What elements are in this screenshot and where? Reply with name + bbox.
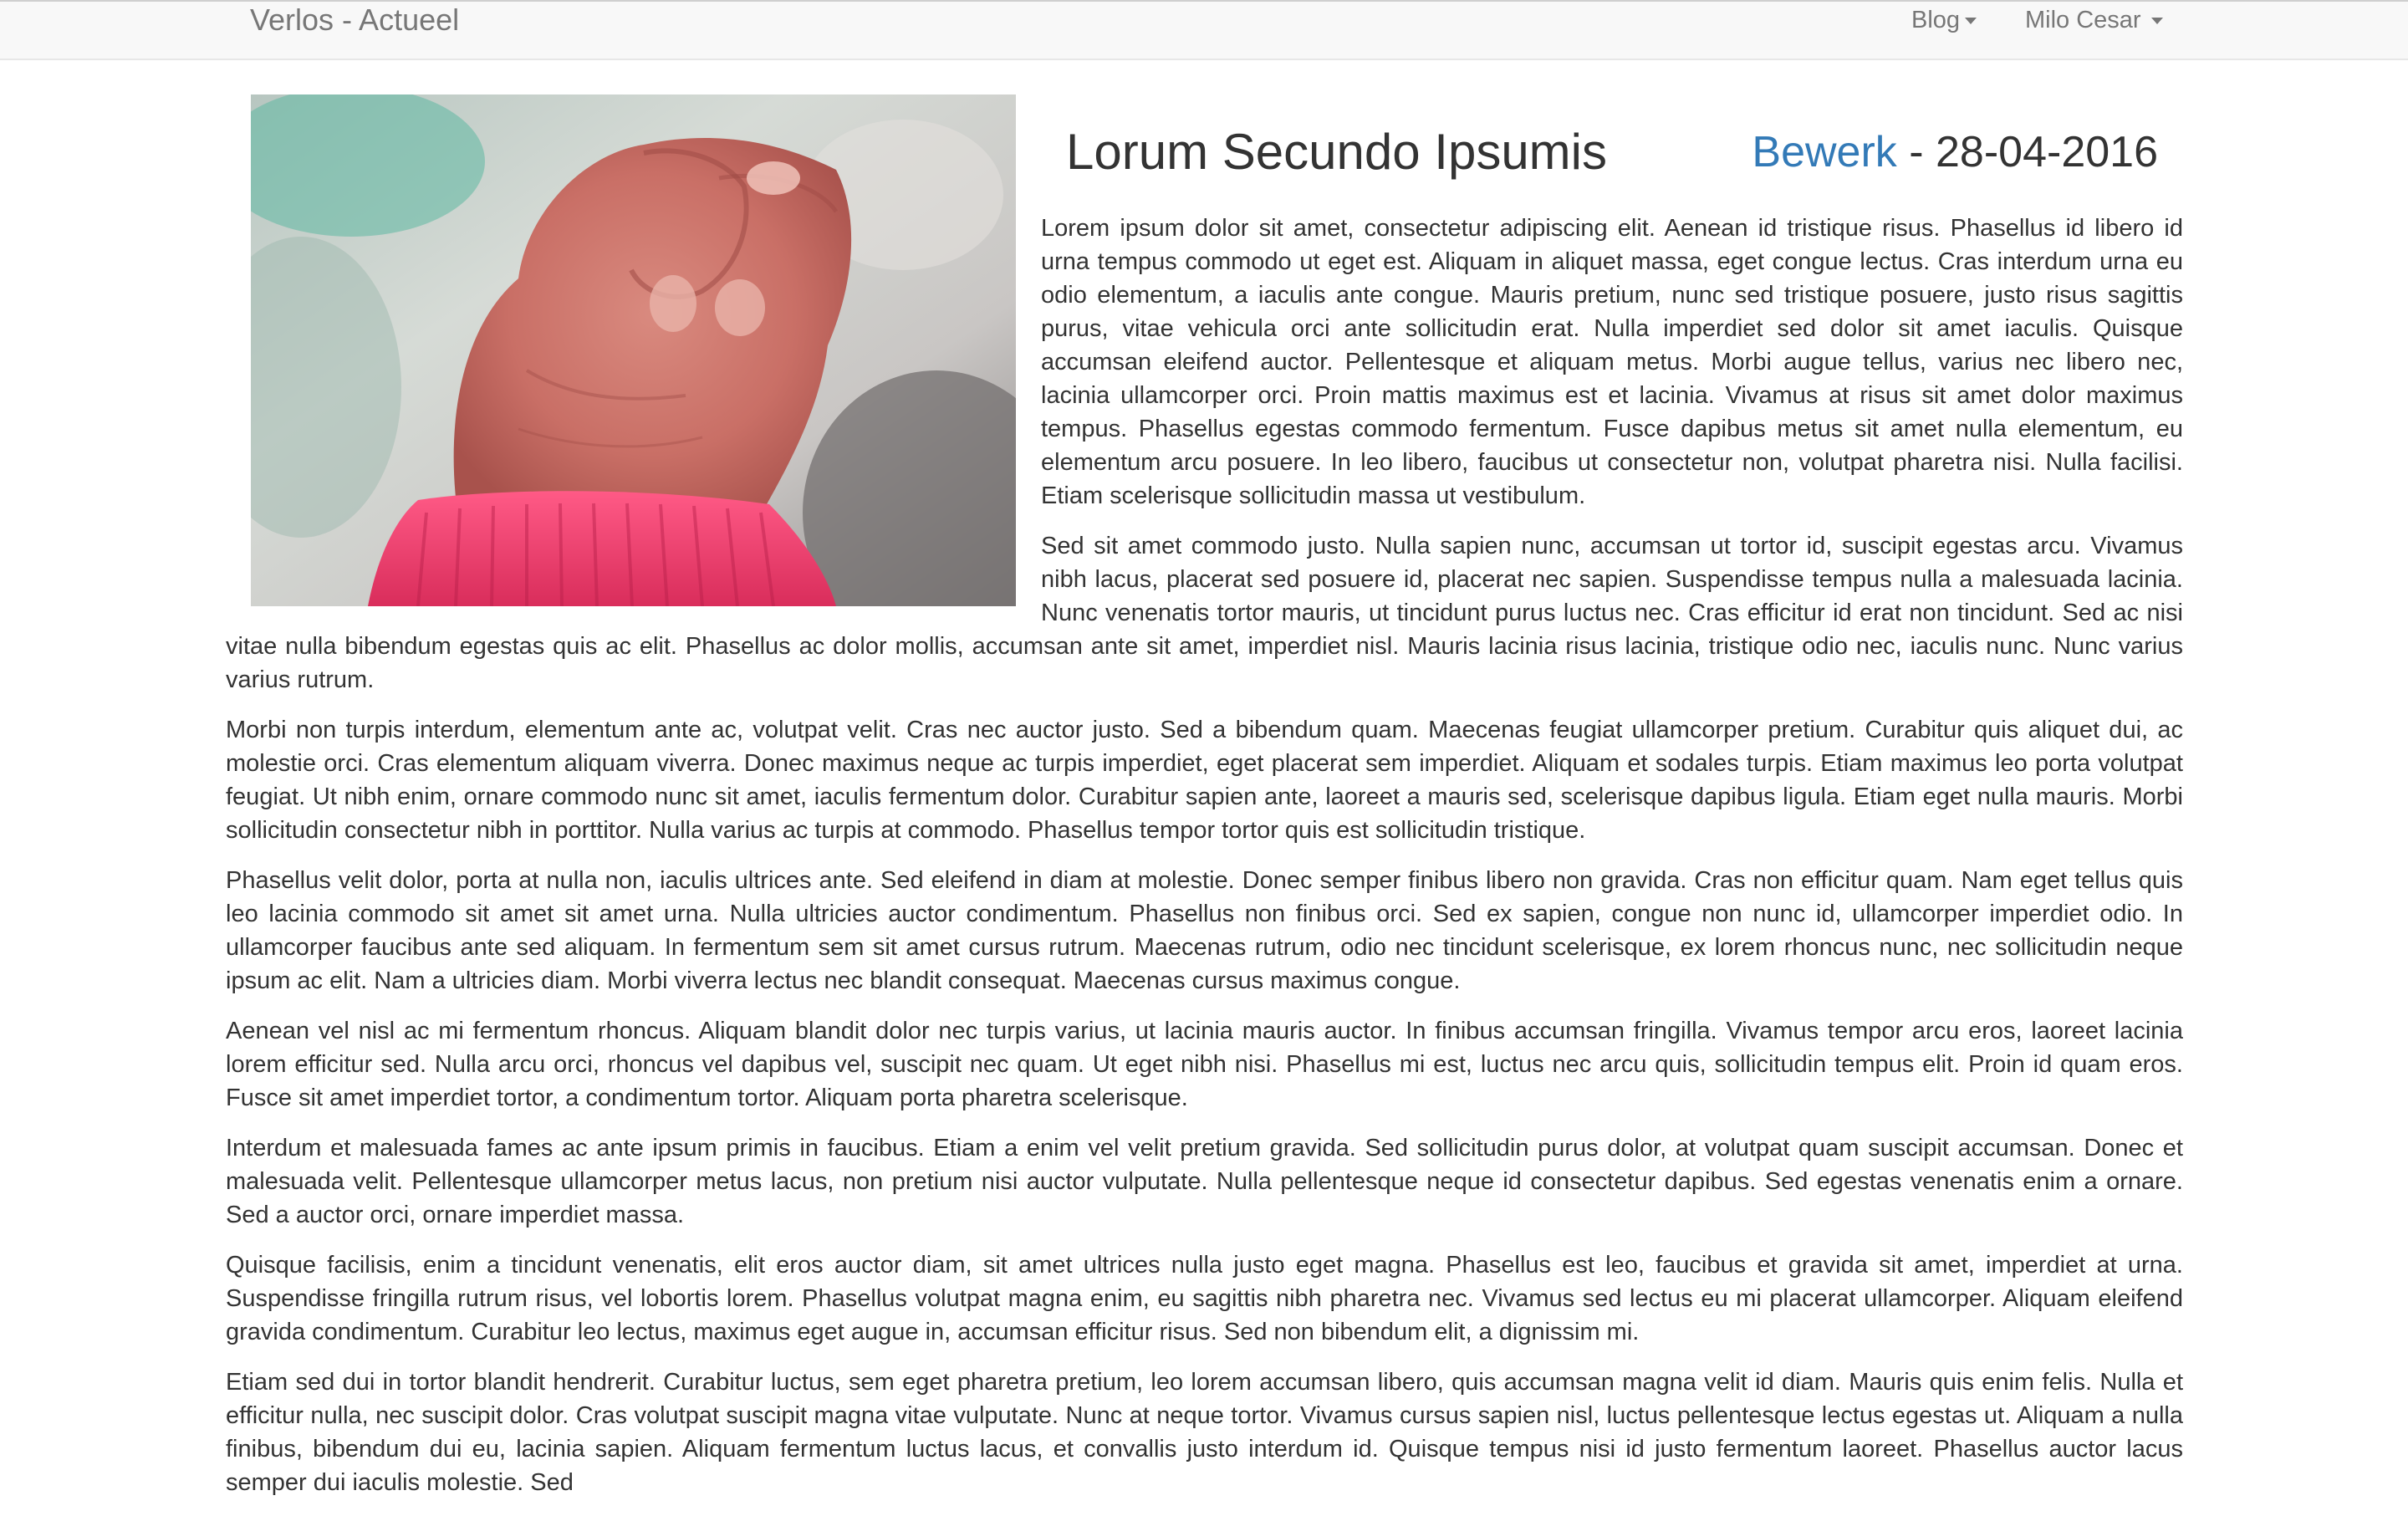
caret-down-icon xyxy=(2151,18,2163,24)
paragraph: Morbi non turpis interdum, elementum ante ac, volutpat velit. Cras nec auctor justo. Sed a bibendum quam. Maecenas feugiat ullamcorper pretium. Curabitur quis aliquet dui, ac molestie orci. Cras elementum aliquam viverra. Donec maximus neque ac turpis imperdiet, eget placerat sem imperdiet. Aliquam et sodales turpis. Etiam maximus leo porta volutpat feugiat. Ut nibh enim, ornare commodo nunc sit amet, iaculis fermentum dolor. Curabitur sapien ante, laoreet a mauris sed, scelerisque dapibus ligula. Etiam eget nulla mauris. Morbi sollicitudin consectetur nibh in porttitor. Nulla varius ac turpis at commodo. Phasellus tempor tortor quis est sollicitudin tristique. xyxy=(226,717,2183,844)
paragraph: Lorem ipsum dolor sit amet, consectetur adipiscing elit. Aenean id tristique risus. Phasellus id libero id urna tempus commodo ut eget est. Aliquam in aliquet massa, eget congue lectus. Cras interdum urna eu odio elementum, a iaculis ante congue. Mauris pretium, nunc sed tristique posuere, justo risus sagittis purus, vitae vehicula orci ante sollicitudin erat. Nulla imperdiet sed dolor sit amet iaculis. Quisque accumsan eleifend auctor. Pellentesque et aliquam metus. Morbi augue tellus, varius nec libero nec, lacinia ullamcorper orci. Proin mattis maximus est et lacinia. Vivamus at risus sit amet dolor maximus tempus. Phasellus egestas commodo fermentum. Fusce dapibus metus sit amet nulla elementum, eu elementum arcu posuere. In leo libero, faucibus ut consectetur non, volutpat pharetra nisi. Nulla facilisi. Etiam scelerisque sollicitudin massa ut vestibulum. xyxy=(1041,215,2183,509)
edit-link[interactable]: Bewerk xyxy=(1752,128,1897,176)
post-date: - 28-04-2016 xyxy=(1896,128,2158,176)
post-meta xyxy=(1752,123,2158,181)
top-navbar xyxy=(0,0,2408,60)
user-dropdown[interactable] xyxy=(2025,5,2163,35)
post-title: Lorum Secundo Ipsumis xyxy=(1066,124,1607,180)
blog-dropdown[interactable] xyxy=(1911,5,1977,35)
paragraph: Phasellus velit dolor, porta at nulla non, iaculis ultrices ante. Sed eleifend in diam at molestie. Donec semper finibus libero non gravida. Cras non efficitur quam. Nam eget tellus quis leo lacinia commodo sit amet sit amet urna. Nulla ultricies auctor condimentum. Phasellus non finibus orci. Sed ex sapien, congue non nunc id, ullamcorper imperdiet odio. In ullamcorper faucibus ante sed aliquam. In fermentum sem sit amet cursus rutrum. Maecenas rutrum, odio nec tincidunt scelerisque, ex lorem rhoncus nunc, nec sollicitudin neque ipsum ac elit. Nam a ultricies diam. Morbi viverra lectus nec blandit consequat. Maecenas cursus maximus congue. xyxy=(226,867,2183,994)
blog-dropdown-label: Blog xyxy=(1911,7,1961,33)
paragraph: Interdum et malesuada fames ac ante ipsum primis in faucibus. Etiam a enim vel velit pretium gravida. Sed sollicitudin purus dolor, at volutpat quam suscipit accumsan. Donec et malesuada velit. Pellentesque ullamcorper metus lacus, non pretium nisi auctor vulputate. Nulla pellentesque neque id consectetur dapibus. Sed egestas venenatis enim a ornare. Sed a auctor orci, ornare imperdiet massa. xyxy=(226,1135,2183,1228)
paragraph: Sed sit amet commodo justo. Nulla sapien nunc, accumsan ut tortor id, suscipit egestas arcu. Vivamus nibh lacus, placerat sed posuere id, placerat nec sapien. Suspendisse tempus nulla a malesuada lacinia. Nunc venenatis tortor mauris, ut tincidunt purus luctus nec. Cras efficitur id erat non tincidunt. Sed ac nisi vitae nulla bibendum egestas quis ac elit. Phasellus ac dolor mollis, accumsan ante sit amet, imperdiet nisl. Mauris lacinia risus lacinia, tristique odio nec, iaculis nunc. Nunc varius varius rutrum. xyxy=(226,533,2183,693)
brand-link[interactable]: Verlos - Actueel xyxy=(250,3,460,37)
paragraph: Etiam sed dui in tortor blandit hendrerit. Curabitur luctus, sem eget pharetra pretium, leo lorem accumsan libero, quis accumsan magna velit id diam. Mauris quis enim felis. Nulla et efficitur nulla, nec suscipit dolor. Cras volutpat suscipit magna vitae vulputate. Nunc at neque tortor. Vivamus cursus sapien nisl, luctus pellentesque lectus egestas ut. Aliquam a nulla finibus, bibendum dui eu, lacinia sapien. Aliquam fermentum luctus lacus, et convallis justo interdum id. Quisque tempus nisi id justo fermentum laoreet. Phasellus auctor lacus semper dui iaculis molestie. Sed xyxy=(226,1369,2183,1496)
user-dropdown-label: Milo Cesar xyxy=(2025,7,2141,33)
paragraph: Quisque facilisis, enim a tincidunt venenatis, elit eros auctor diam, sit amet ultrices nulla justo eget magna. Phasellus est leo, faucibus et gravida sit amet, imperdiet at urna. Suspendisse fringilla rutrum risus, vel lobortis lorem. Phasellus volutpat magna enim, eu sagittis nibh pharetra nec. Vivamus sed lectus eu mi placerat ullamcorper. Aliquam eleifend gravida condimentum. Curabitur leo lectus, maximus eget augue in, accumsan efficitur risus. Sed non bibendum elit, a dignissim mi. xyxy=(226,1252,2183,1345)
caret-down-icon xyxy=(1965,18,1977,24)
paragraph: Aenean vel nisl ac mi fermentum rhoncus. Aliquam blandit dolor nec turpis varius, ut lacinia mauris auctor. In finibus accumsan fringilla. Vivamus tempor arcu eros, laoreet lacinia lorem efficitur sed. Nulla arcu orci, rhoncus vel dapibus vel, suscipit nec quam. Ut eget nibh nisi. Phasellus mi est, luctus nec arcu quis, sollicitudin tempus elit. Proin id quam eros. Fusce sit amet imperdiet tortor, a condimentum tortor. Aliquam porta pharetra scelerisque. xyxy=(226,1018,2183,1111)
post-header xyxy=(226,94,2183,212)
post-container xyxy=(226,94,2183,1516)
